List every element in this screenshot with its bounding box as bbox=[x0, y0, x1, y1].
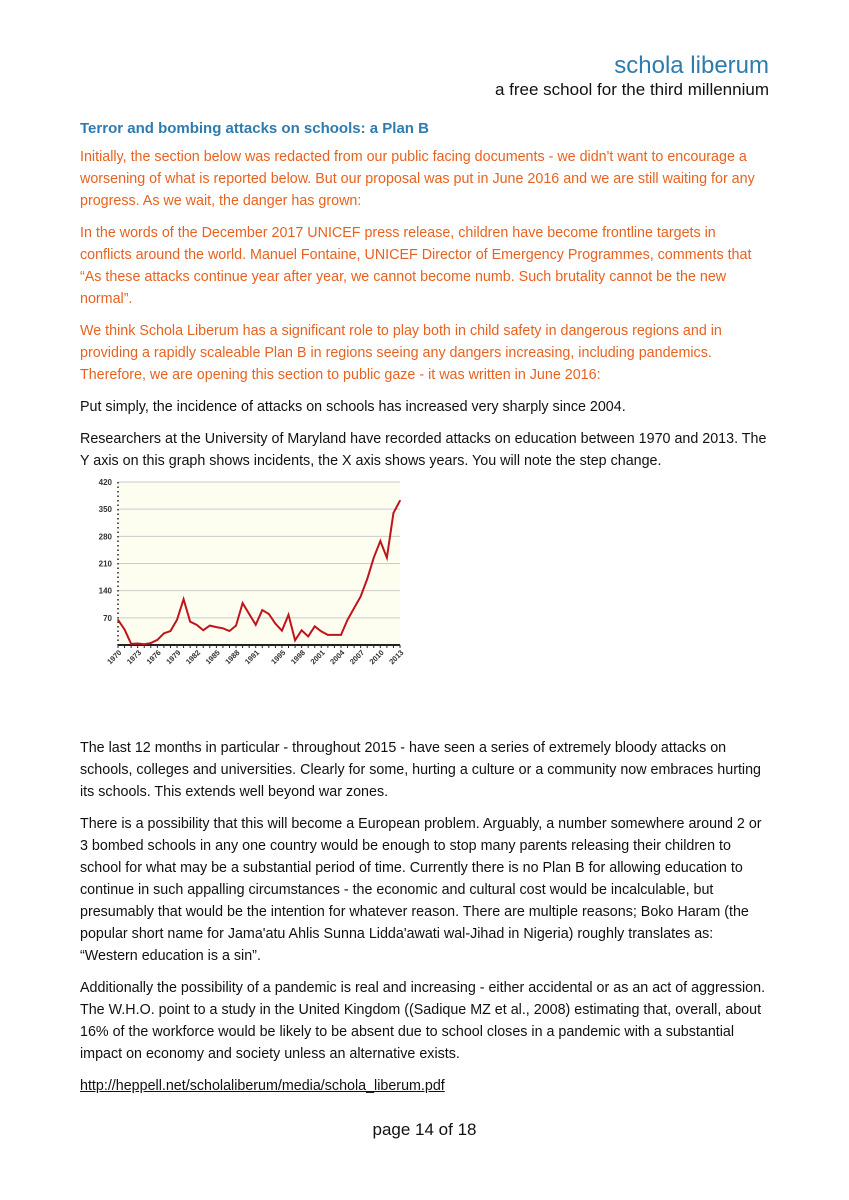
data-point bbox=[366, 578, 368, 580]
data-point bbox=[183, 598, 185, 600]
data-point bbox=[334, 634, 336, 636]
data-point bbox=[321, 631, 323, 633]
data-point bbox=[307, 636, 309, 638]
data-point bbox=[261, 609, 263, 611]
data-point bbox=[150, 642, 152, 644]
paragraph: Put simply, the incidence of attacks on schools has increased very sharply since 2004. bbox=[80, 399, 626, 415]
data-point bbox=[360, 596, 362, 598]
data-point bbox=[137, 643, 139, 645]
data-point bbox=[117, 619, 119, 621]
data-point bbox=[255, 624, 257, 626]
paragraph: The last 12 months in particular - throughout 2015 - have seen a series of extremely bloody attacks on schools, colleges and universities. Clearly for some, hurting a culture or a community now embraces hurting its schools. This extends well beyond war zones. bbox=[80, 740, 762, 800]
data-point bbox=[340, 634, 342, 636]
x-tick-label: 2004 bbox=[328, 648, 347, 667]
data-point bbox=[229, 630, 231, 632]
data-point bbox=[294, 640, 296, 642]
x-tick-label: 1995 bbox=[269, 648, 288, 667]
x-tick-label: 2001 bbox=[308, 648, 327, 667]
paragraph: Researchers at the University of Maryland have recorded attacks on education between 1970 and 2013. The Y axis on this graph shows incidents, the X axis shows years. You will note the step change. bbox=[80, 431, 767, 469]
source-link[interactable]: http://heppell.net/scholaliberum/media/schola_liberum.pdf bbox=[80, 1078, 445, 1094]
x-tick-label: 1991 bbox=[242, 648, 262, 667]
y-tick-label: 140 bbox=[98, 586, 112, 596]
x-tick-label: 1998 bbox=[288, 648, 308, 667]
x-tick-label: 1988 bbox=[223, 648, 242, 667]
data-point bbox=[314, 626, 316, 628]
data-point bbox=[209, 625, 211, 627]
data-point bbox=[281, 630, 283, 632]
data-point bbox=[130, 643, 132, 645]
x-tick-label: 1985 bbox=[203, 648, 222, 667]
page-number: page 14 of 18 bbox=[372, 1120, 477, 1139]
data-point bbox=[399, 500, 401, 502]
x-tick-label: 2010 bbox=[367, 648, 386, 667]
x-tick-label: 1973 bbox=[124, 648, 144, 667]
orange-paragraph: In the words of the December 2017 UNICEF press release, children have become frontline targets in conflicts around the world. Manuel Fontaine, UNICEF Director of Emergency Programmes, comments that “As these attacks continue year after year, we cannot become numb. Such brutality cannot be the new normal”. bbox=[80, 225, 752, 307]
data-point bbox=[386, 557, 388, 559]
brand-title: schola liberum bbox=[614, 52, 769, 79]
data-point bbox=[189, 621, 191, 623]
y-tick-label: 210 bbox=[98, 559, 112, 569]
data-point bbox=[235, 625, 237, 627]
data-point bbox=[196, 624, 198, 626]
data-point bbox=[170, 630, 172, 632]
data-point bbox=[124, 629, 126, 631]
data-point bbox=[288, 614, 290, 616]
brand-tagline: a free school for the third millennium bbox=[494, 80, 769, 99]
paragraph: There is a possibility that this will become a European problem. Arguably, a number somewhere around 2 or 3 bombed schools in any one country would be enough to stop many parents releasing their children to school for what may be a substantial period of time. Currently there is no Plan B for allowing education to continue in such appalling circumstances - the economic and cultural cost would be incalculable, but presumably that would be the intention for whatever reason. There are multiple reasons; Boko Haram (the popular short name for Jama'atu Ahlis Sunna Lidda'awati wal-Jihad in Nigeria) roughly translates as: “Western education is a sin”. bbox=[80, 816, 762, 964]
data-point bbox=[157, 639, 159, 641]
data-point bbox=[216, 626, 218, 628]
data-point bbox=[301, 629, 303, 631]
y-tick-label: 420 bbox=[98, 478, 112, 487]
x-tick-label: 1982 bbox=[183, 648, 203, 667]
data-point bbox=[163, 633, 165, 635]
data-point bbox=[248, 613, 250, 615]
data-point bbox=[373, 557, 375, 559]
orange-paragraph: We think Schola Liberum has a significant role to play both in child safety in dangerous regions and in providing a rapidly scaleable Plan B in regions seeing any dangers increasing, including pandemics. Therefore, we are opening this section to public gaze - it was written in June 2016: bbox=[80, 323, 722, 383]
data-point bbox=[380, 540, 382, 542]
x-tick-label: 2013 bbox=[387, 648, 406, 667]
data-point bbox=[275, 623, 277, 625]
y-tick-label: 280 bbox=[98, 532, 112, 542]
orange-paragraph: Initially, the section below was redacted from our public facing documents - we didn't want to encourage a worsening of what is reported below. But our proposal was put in June 2016 and we are still waiting for any progress. As we wait, the danger has grown: bbox=[80, 149, 755, 209]
section-heading: Terror and bombing attacks on schools: a Plan B bbox=[80, 120, 429, 137]
data-point bbox=[353, 607, 355, 609]
data-point bbox=[393, 512, 395, 514]
data-point bbox=[347, 619, 349, 621]
data-point bbox=[242, 602, 244, 604]
data-point bbox=[222, 628, 224, 630]
x-tick-label: 2007 bbox=[347, 648, 367, 667]
paragraph: Additionally the possibility of a pandemic is real and increasing - either accidental or as an act of aggression. The W.H.O. point to a study in the United Kingdom ((Sadique MZ et al., 2008) estimating that, overall, about 16% of the workforce would be likely to be absent due to school closes in a pandemic with a substantial impact on economy and society unless an alternative exists. bbox=[80, 980, 766, 1062]
data-point bbox=[202, 629, 204, 631]
data-point bbox=[268, 613, 270, 615]
x-tick-label: 1979 bbox=[164, 648, 183, 667]
data-point bbox=[176, 619, 178, 621]
y-tick-label: 70 bbox=[103, 613, 112, 623]
x-tick-label: 1970 bbox=[105, 648, 124, 667]
data-point bbox=[327, 634, 329, 636]
attacks-line-chart bbox=[95, 468, 415, 688]
y-tick-label: 350 bbox=[98, 505, 112, 515]
data-point bbox=[143, 643, 145, 645]
x-tick-label: 1976 bbox=[144, 648, 163, 667]
